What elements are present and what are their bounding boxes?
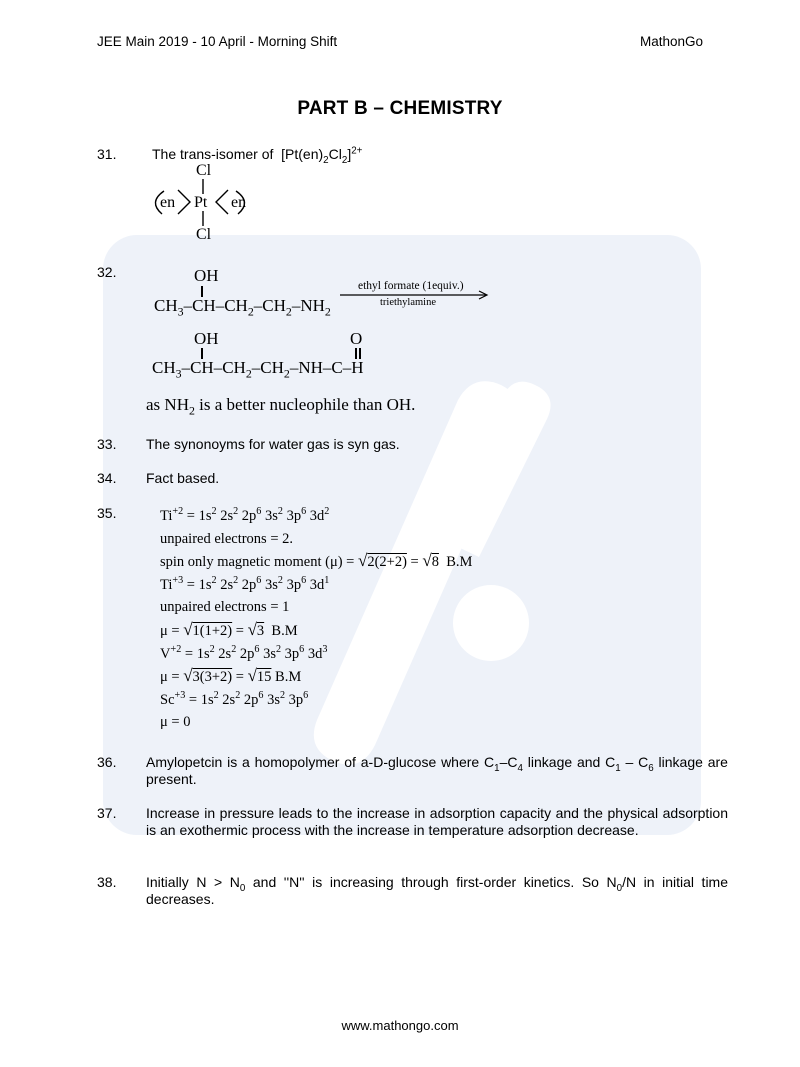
question-number-32: 32. [97, 264, 117, 280]
hydroxyl-label-product: OH [194, 329, 219, 348]
chlorine-top: Cl [196, 162, 212, 179]
question-number-38: 38. [97, 874, 117, 890]
sc3-magnetic-moment: μ = 0 [160, 714, 191, 731]
v2-magnetic-moment: μ = √3(3+2) = √15 B.M [160, 666, 302, 686]
page-title: PART B – CHEMISTRY [297, 98, 503, 119]
question-number-34: 34. [97, 470, 117, 486]
question-34-text: Fact based. [146, 470, 220, 486]
header-brand: MathonGo [639, 34, 703, 49]
ethylenediamine-left: en [160, 194, 176, 211]
carbonyl-oxygen: O [350, 329, 363, 348]
question-33-text: The synonoyms for water gas is syn gas. [146, 436, 400, 452]
ti2-magnetic-moment: spin only magnetic moment (μ) = √2(2+2) = √8 B.M [160, 551, 473, 571]
question-31-text: The trans-isomer of $[Pt(en)_2Cl_2]^{2+}$ [152, 145, 363, 166]
magnetic-moment-solution [160, 505, 472, 734]
footer-website-link[interactable]: www.mathongo.com [341, 1018, 459, 1033]
question-number-35: 35. [97, 505, 117, 521]
platinum-center: Pt [194, 194, 208, 211]
reactant-formula: $CH_3-CH-CH_2-CH_2-NH_2$ [154, 296, 331, 319]
pt-complex-structure [140, 160, 270, 248]
question-number-37: 37. [97, 805, 117, 821]
hydroxyl-label-reactant: OH [194, 266, 219, 285]
question-38-text: Initially $N > N_0$ and ''N'' is increasing through first-order kinetics. So $N_0/N$ in initial time decreases. [146, 874, 729, 907]
question-number-31: 31. [97, 146, 117, 162]
v2-configuration: $V^{+2} = 1s^2$ $2s^2$ $2p^6$ $3s^2$ $3p^6$ $3d^3$ [160, 643, 328, 662]
q32-explanation: as $NH_2$ is a better nucleophile than OH. [146, 395, 416, 418]
product-formula: $CH_3-CH-CH_2-CH_2-NH-C-H$ [152, 358, 364, 381]
ethylenediamine-right: en [231, 194, 247, 211]
header-exam-title: JEE Main 2019 - 10 April - Morning Shift [97, 34, 338, 49]
ti3-unpaired: unpaired electrons = 1 [160, 599, 290, 616]
ti3-magnetic-moment: μ = √1(1+2) = √3 B.M [160, 619, 298, 639]
reagent-ethyl-formate: ethyl formate (1equiv.) [358, 280, 464, 292]
question-number-36: 36. [97, 754, 117, 770]
sc3-configuration: $Sc^{+3} = 1s^2$ $2s^2$ $2p^6$ $3s^2$ $3p^6$ [160, 689, 309, 708]
question-number-33: 33. [97, 436, 117, 452]
ti2-unpaired: unpaired electrons = 2. [160, 530, 293, 547]
question-36-text: Amylopetcin is a homopolymer of a-D-glucose where $C_1-C_4$ linkage and $C_1 - C_6$ linkage are present. [146, 754, 728, 787]
question-37-text: Increase in pressure leads to the increase in adsorption capacity and the physical adsorption is an exothermic process with the increase in temperature adsorption decrease. [146, 805, 728, 838]
ti2-configuration: $Ti^{+2} = 1s^2$ $2s^2$ $2p^6$ $3s^2$ $3p^6$ $3d^2$ [160, 506, 330, 524]
ti3-configuration: $Ti^{+3} = 1s^2$ $2s^2$ $2p^6$ $3s^2$ $3p^6$ $3d^1$ [160, 574, 330, 593]
reagent-triethylamine: triethylamine [380, 297, 436, 308]
chlorine-bottom: Cl [196, 226, 212, 243]
